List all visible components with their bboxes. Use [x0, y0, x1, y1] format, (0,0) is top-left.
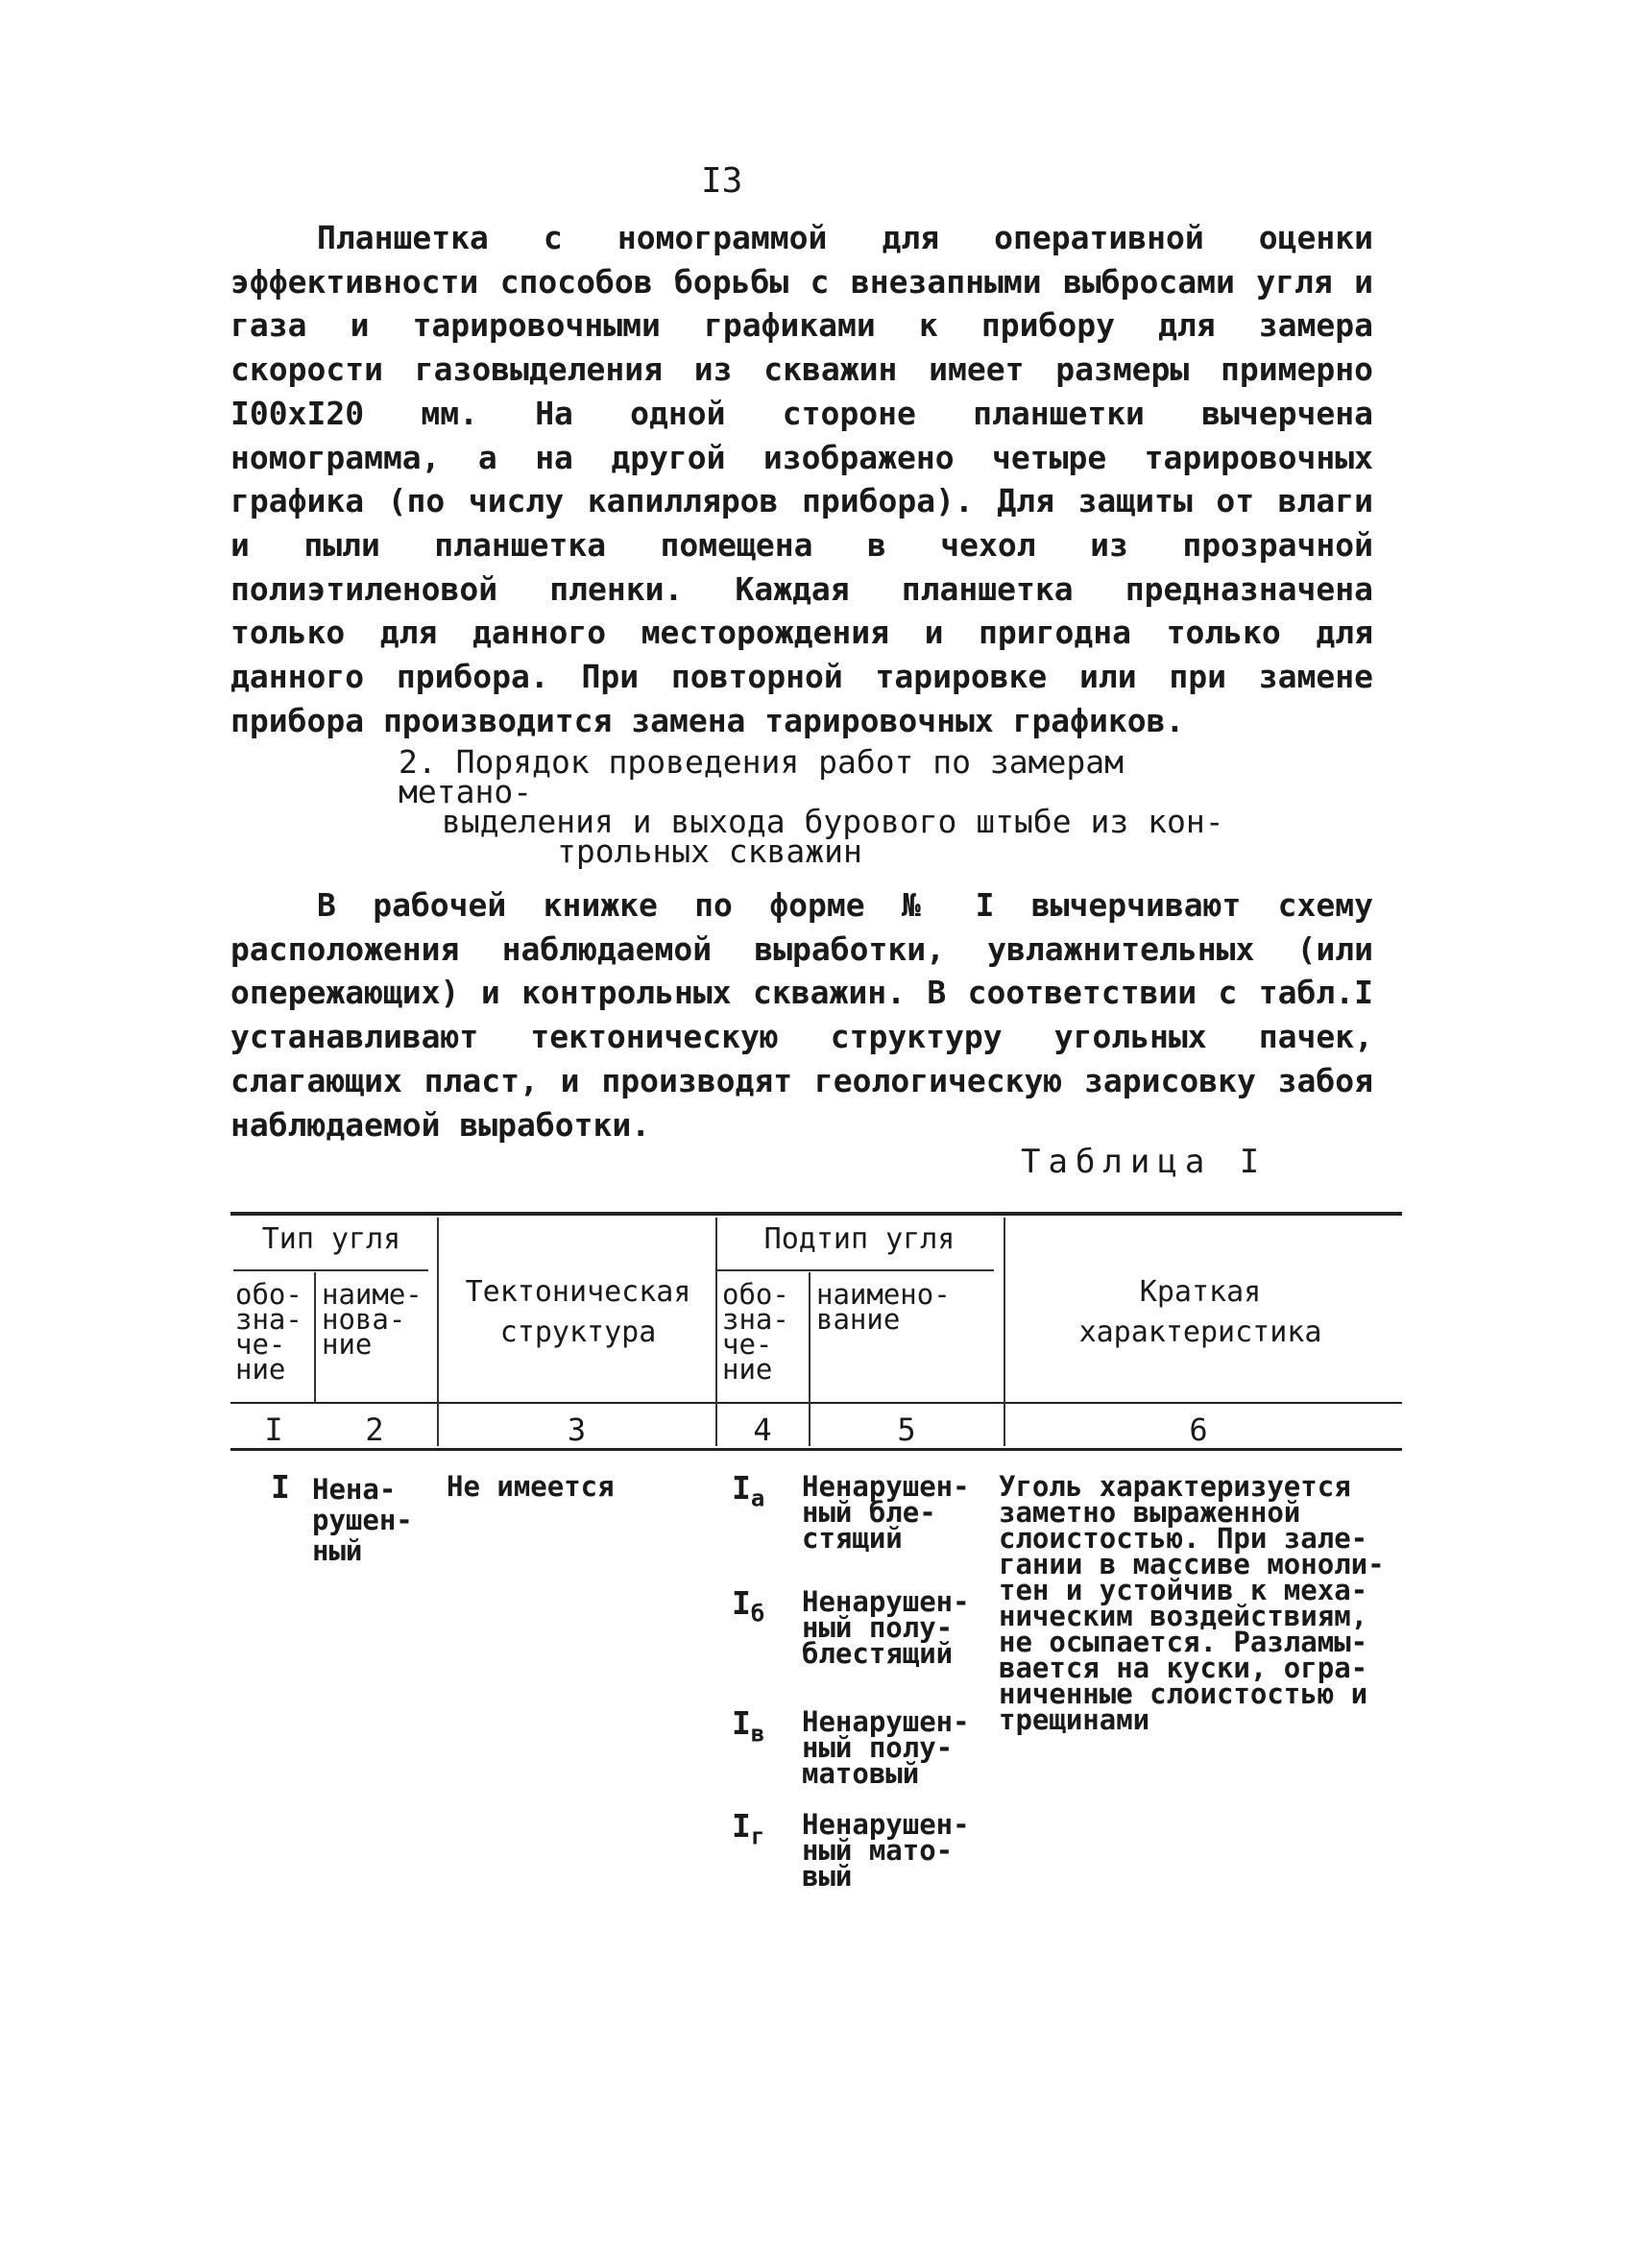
header-subtype-name: наимено- вание — [816, 1278, 951, 1336]
paragraph-workbook: В рабочей книжке по форме № I вычерчивают схему расположения наблюдаемой выработки, увлажнительных (или опережающих) и контрольных скважин. В соответствии с табл.I устанавливают тектоническую структуру угольных пачек, слагающих пласт, и производят геологическую зарисовку забоя наблюдаемой выработки. — [230, 886, 1373, 1144]
divider-subtype-code — [809, 1272, 810, 1446]
paragraph-planchette: Планшетка с номограммой для оперативной оценки эффективности способов борьбы с внезапными выбросами угля и газа и тарировочными графиками к прибору для замера скорости газовыделения из скважин имеет размеры примерно I00xI20 мм. На одной стороне планшетки вычерчена номограмма, а на другой изображено четыре тарировочных графика (по числу капилляров прибора). Для защиты от влаги и пыли планшетка помещена в чехол из прозрачной полиэтиленовой пленки. Каждая планшетка предназначена только для данного месторождения и пригодна только для данного прибора. При повторной тарировке или при замене прибора производится замена тарировочных графиков. — [230, 219, 1373, 739]
header-type-code: обо- зна- че- ние — [235, 1278, 302, 1386]
subtype-name-b: Ненарушен- ный полу- блестящий — [802, 1585, 970, 1670]
header-subtype-group: Подтип угля — [763, 1222, 956, 1256]
header-description: Краткая характеристика — [1078, 1275, 1322, 1349]
row-type-name: Нена- рушен- ный — [312, 1473, 413, 1567]
subtype-code-g: $I_г$ — [732, 1807, 765, 1850]
subtype-name-g: Ненарушен- ный мато- вый — [802, 1808, 970, 1893]
table-header-rule — [230, 1402, 1402, 1404]
column-number-3: 3 — [567, 1411, 587, 1448]
subtype-code-b: $I_б$ — [732, 1584, 765, 1628]
table-top-rule — [230, 1212, 1402, 1216]
column-number-5: 5 — [897, 1411, 916, 1448]
subtype-code-v: $I_в$ — [732, 1704, 765, 1748]
section-heading — [399, 743, 1263, 870]
table-caption: Таблица I — [1021, 1143, 1268, 1181]
type-group-underline — [233, 1269, 428, 1271]
table-number-rule — [230, 1448, 1402, 1451]
column-number-4: 4 — [753, 1411, 772, 1448]
header-tectonic: Тектоническая структура — [465, 1275, 691, 1349]
header-type-group: Тип угля — [261, 1222, 401, 1256]
row-description: Уголь характеризуется заметно выраженной слоистостью. При зале- гании в массиве моноли- тен и устойчив к меха- ническим воздействиям, не осыпается. Разламы- вается на куски, огра- ниченные слоистостью и трещинами — [999, 1470, 1385, 1736]
heading-line-1: 2. Порядок проведения работ по замерам метано- — [399, 743, 1124, 810]
subtype-name-v: Ненарушен- ный полу- матовый — [802, 1705, 970, 1790]
heading-line-3: трольных скважин — [557, 832, 862, 870]
divider-subtype — [1004, 1218, 1005, 1446]
column-number-6: 6 — [1189, 1411, 1208, 1448]
row-tectonic: Не имеется — [447, 1470, 615, 1503]
page-number: I3 — [701, 161, 743, 201]
subtype-code-a: $I_а$ — [732, 1469, 765, 1512]
header-type-name: наиме- нова- ние — [322, 1278, 423, 1361]
subtype-name-a: Ненарушен- ный бле- стящий — [802, 1470, 970, 1555]
divider-type-code — [314, 1272, 316, 1402]
column-number-1: I — [264, 1411, 283, 1448]
divider-tectonic — [715, 1218, 717, 1446]
divider-type — [437, 1218, 439, 1446]
header-subtype-code: обо- зна- че- ние — [722, 1278, 789, 1386]
row-type-code: I — [271, 1468, 290, 1506]
column-number-2: 2 — [365, 1411, 384, 1448]
heading-line-2: выделения и выхода бурового штыбе из кон- — [442, 803, 1224, 840]
subtype-group-underline — [715, 1269, 994, 1271]
